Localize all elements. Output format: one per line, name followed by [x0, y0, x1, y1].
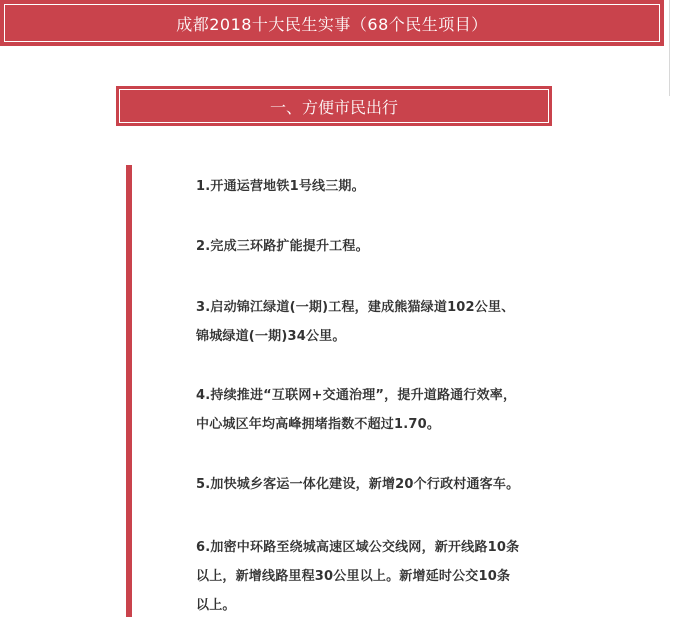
list-item [196, 381, 516, 439]
section-title: 一、方便市民出行 [269, 97, 398, 117]
page-title: 成都2018十大民生实事（68个民生项目） [176, 14, 488, 34]
list-item-line: 5.加快城乡客运一体化建设，新增20个行政村通客车。 [196, 477, 520, 492]
accent-bar [126, 165, 132, 617]
list-item-line: 6.加密中环路至绕城高速区域公交线网，新开线路10条 [196, 540, 520, 555]
list-item-line: 1.开通运营地铁1号线三期。 [196, 179, 365, 194]
divider [669, 0, 670, 96]
list-item [196, 172, 365, 201]
section-title-banner [116, 86, 552, 126]
page-title-banner [0, 0, 664, 46]
list-item-line: 中心城区年均高峰拥堵指数不超过1.70。 [196, 417, 441, 432]
list-item-line: 3.启动锦江绿道(一期)工程，建成熊猫绿道102公里、 [196, 300, 515, 315]
list-item-line: 以上，新增线路里程30公里以上。新增延时公交10条 [196, 569, 511, 584]
list-item-line: 锦城绿道(一期)34公里。 [196, 329, 346, 344]
list-item [196, 470, 519, 499]
list-item [196, 232, 369, 261]
list-item-line: 2.完成三环路扩能提升工程。 [196, 239, 369, 254]
list-item [196, 533, 519, 617]
list-item-line: 以上。 [196, 598, 236, 613]
list-item-line: 4.持续推进“互联网+交通治理”，提升道路通行效率， [196, 388, 517, 403]
list-item [196, 293, 514, 351]
